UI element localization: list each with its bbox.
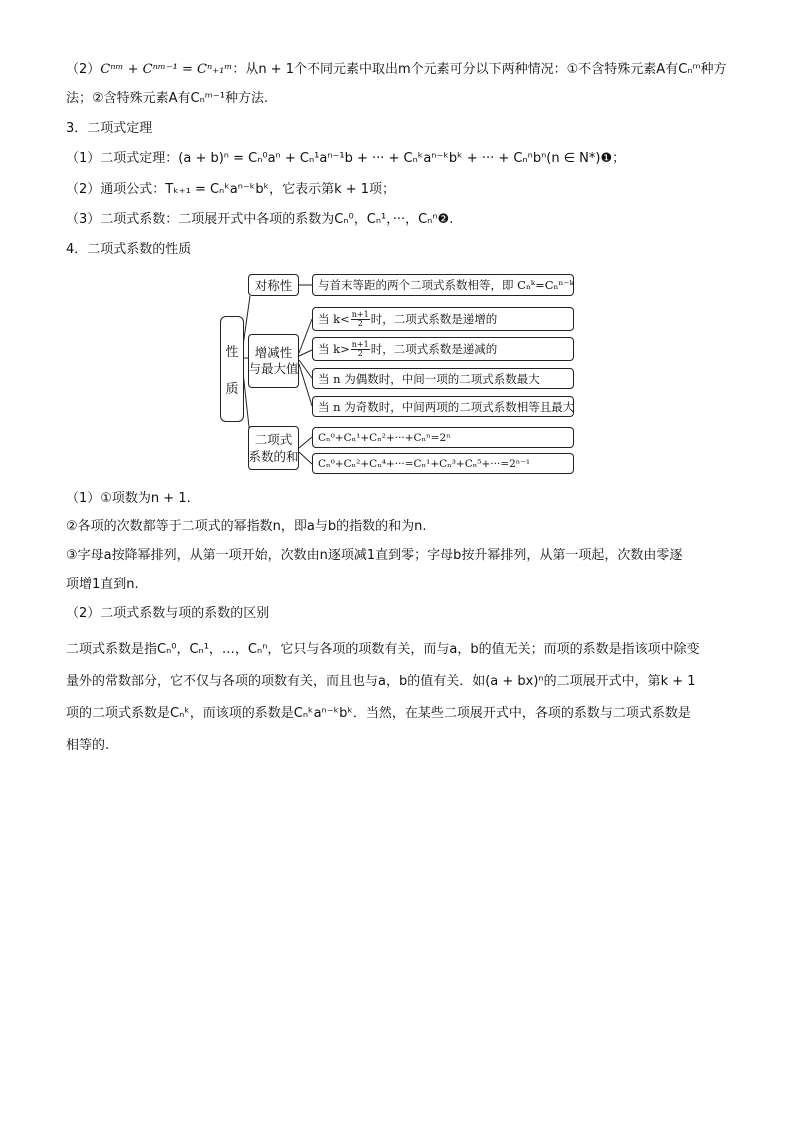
category-symmetry: 对称性 bbox=[248, 274, 299, 296]
fraction-n-plus-1-over-2: $\frac{n+1}{2}$ bbox=[351, 309, 369, 328]
paragraph-line-1: 二项式系数是指Cₙ⁰，Cₙ¹，…，Cₙⁿ，它只与各项的项数有关，而与a，b的值无关；而项的系数是指该项中除变 bbox=[66, 642, 700, 657]
leaf-increasing: 当 k< $\frac{n+1}{2}$ 时，二项式系数是递增的 bbox=[312, 307, 574, 331]
category-monotonic-max: 增减性 与最大值 bbox=[248, 334, 299, 388]
leaf-symmetry: 与首末等距的两个二项式系数相等，即 Cₙᵏ=Cₙⁿ⁻ᵏ bbox=[312, 274, 574, 296]
leaf-sum-odd-even: Cₙ⁰+Cₙ²+Cₙ⁴+···=Cₙ¹+Cₙ³+Cₙ⁵+···=2ⁿ⁻¹ bbox=[312, 453, 574, 474]
note-order: ③字母a按降幂排列，从第一项开始，次数由n逐项减1直到零；字母b按升幂排列，从第一项起，次数由零逐 bbox=[66, 548, 683, 563]
general-term-line: （2）通项公式：Tₖ₊₁ = Cₙᵏaⁿ⁻ᵏbᵏ，它表示第k + 1项； bbox=[66, 182, 396, 197]
binomial-coefficient-line: （3）二项式系数：二项展开式中各项的系数为Cₙ⁰，Cₙ¹，···，Cₙⁿ❷. bbox=[66, 212, 454, 227]
note-term-count: （1）①项数为n + 1. bbox=[66, 491, 191, 506]
category-coefficient-sum: 二项式 系数的和 bbox=[248, 426, 299, 470]
footnote-mark-1: ❶ bbox=[600, 151, 613, 166]
paragraph-line-4: 相等的. bbox=[66, 738, 110, 753]
paragraph-line-2: 量外的常数部分，它不仅与各项的项数有关，而且也与a，b的值有关．如(a + bx)ⁿ的二项展开式中，第k + 1 bbox=[66, 674, 696, 689]
combination-identity-line-cont: 法；②含特殊元素A有Cₙᵐ⁻¹种方法. bbox=[66, 91, 269, 106]
binomial-theorem-line: （1）二项式定理：(a + b)ⁿ = Cₙ⁰aⁿ + Cₙ¹aⁿ⁻¹b + ··· + Cₙᵏaⁿ⁻ᵏbᵏ + ··· + Cₙⁿbⁿ(n ∈ N*)❶； bbox=[66, 151, 626, 166]
combination-identity-formula: Cⁿᵐ + Cⁿᵐ⁻¹ = Cⁿ₊₁ᵐ bbox=[100, 62, 233, 77]
leaf-even-case: 当 n 为偶数时，中间一项的二项式系数最大 bbox=[312, 368, 574, 389]
leaf-decreasing: 当 k> $\frac{n+1}{2}$ 时，二项式系数是递减的 bbox=[312, 337, 574, 361]
section3-heading: 3．二项式定理 bbox=[66, 121, 153, 136]
paragraph-line-3: 项的二项式系数是Cₙᵏ，而该项的系数是Cₙᵏaⁿ⁻ᵏbᵏ．当然，在某些二项展开式中，各项的系数与二项式系数是 bbox=[66, 706, 691, 721]
combination-identity-line: （2）Cⁿᵐ + Cⁿᵐ⁻¹ = Cⁿ₊₁ᵐ：从n + 1个不同元素中取出m个元素可分以下两种情况：①不含特殊元素A有Cₙᵐ种方 bbox=[66, 62, 727, 77]
note-order-cont: 项增1直到n. bbox=[66, 577, 139, 592]
leaf-sum-all: Cₙ⁰+Cₙ¹+Cₙ²+···+Cₙⁿ=2ⁿ bbox=[312, 427, 574, 448]
properties-diagram bbox=[215, 268, 580, 478]
section4-heading: 4．二项式系数的性质 bbox=[66, 242, 192, 257]
note-difference-heading: （2）二项式系数与项的系数的区别 bbox=[66, 606, 270, 621]
leaf-odd-case: 当 n 为奇数时，中间两项的二项式系数相等且最大 bbox=[312, 396, 574, 417]
root-properties-box: 性 质 bbox=[220, 316, 244, 422]
note-degree: ②各项的次数都等于二项式的幂指数n，即a与b的指数的和为n. bbox=[66, 519, 427, 534]
fraction-n-plus-1-over-2: $\frac{n+1}{2}$ bbox=[351, 339, 369, 358]
footnote-mark-2: ❷ bbox=[437, 212, 450, 227]
